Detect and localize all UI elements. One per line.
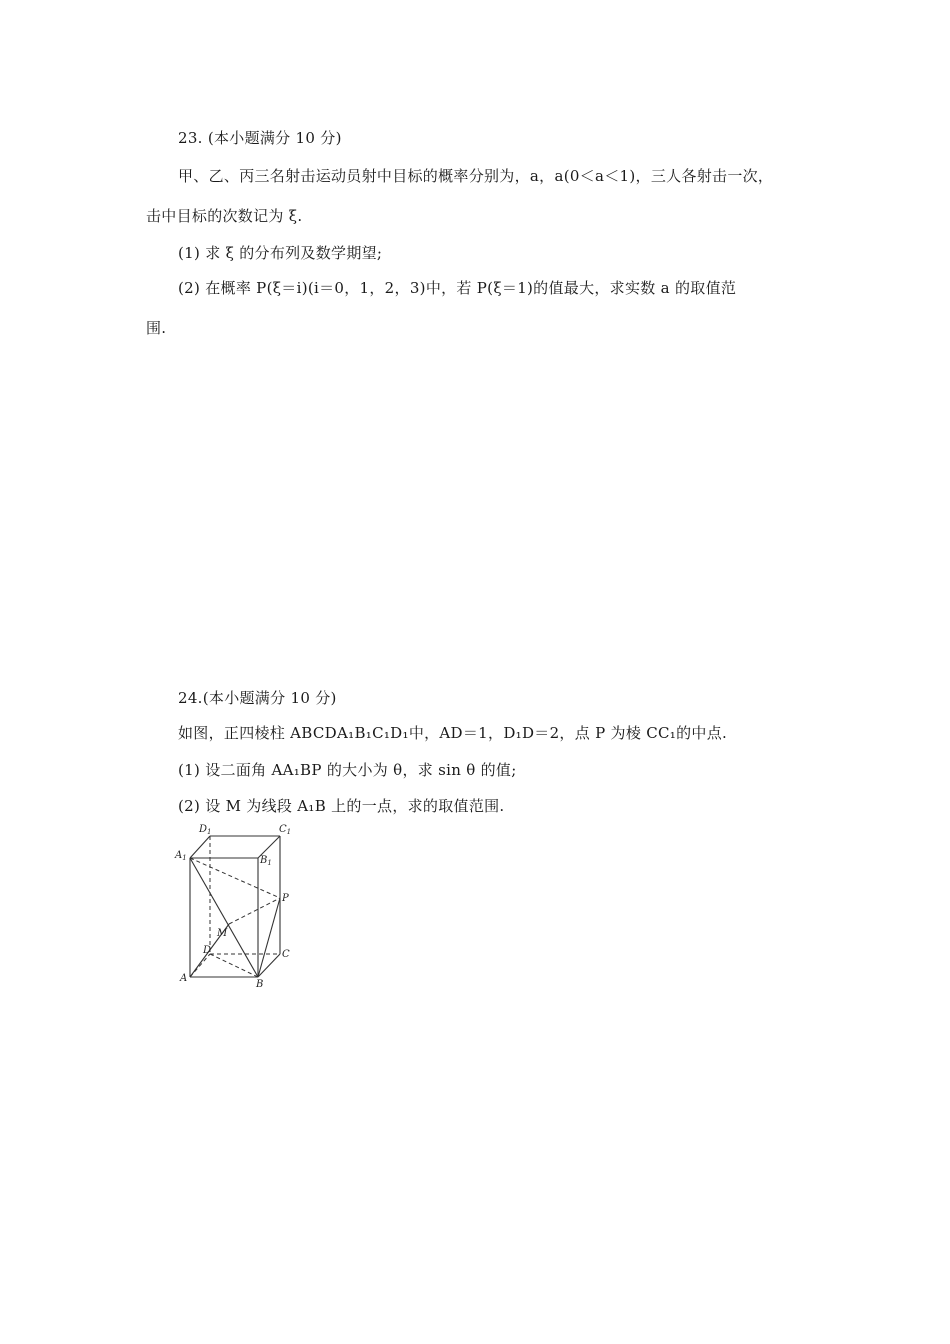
q23-stem-line1: 甲、乙、丙三名射击运动员射中目标的概率分别为，a，a(0＜a＜1)，三人各射击一次，	[178, 167, 774, 185]
label-m: M	[217, 928, 228, 939]
label-b1: $B_1$	[260, 855, 272, 867]
prism-diagram	[172, 822, 302, 990]
seg-a1-b	[190, 858, 258, 977]
prism-figure	[172, 822, 302, 990]
label-d1: $D_1$	[199, 824, 212, 836]
q24-header: 24.(本小题满分 10 分)	[178, 689, 337, 707]
q23-part2-line1: (2) 在概率 P(ξ＝i)(i＝0，1，2，3)中，若 P(ξ＝1)的值最大，求实数 a 的取值范	[178, 279, 737, 297]
q23-stem-line2: 击中目标的次数记为 ξ.	[146, 207, 303, 225]
q24-part2: (2) 设 M 为线段 A₁B 上的一点，求的取值范围.	[178, 797, 505, 815]
label-c1: $C_1$	[279, 824, 292, 836]
q24-part1: (1) 设二面角 AA₁BP 的大小为 θ，求 sin θ 的值;	[178, 761, 517, 779]
seg-m-p-hidden	[229, 898, 280, 924]
q23-part1: (1) 求 ξ 的分布列及数学期望;	[178, 244, 383, 262]
label-a1: $A_1$	[175, 850, 187, 862]
label-b: B	[256, 979, 264, 990]
q23-header: 23. (本小题满分 10 分)	[178, 129, 342, 147]
edge-a1-d1	[190, 836, 210, 858]
label-c: C	[282, 949, 290, 960]
q23-part2-line2: 围.	[146, 319, 167, 337]
label-p: P	[282, 893, 289, 904]
q24-stem: 如图，正四棱柱 ABCDA₁B₁C₁D₁中，AD＝1，D₁D＝2，点 P 为棱 CC₁的中点.	[178, 724, 728, 742]
label-d: D	[203, 945, 212, 956]
label-a: A	[180, 973, 188, 984]
